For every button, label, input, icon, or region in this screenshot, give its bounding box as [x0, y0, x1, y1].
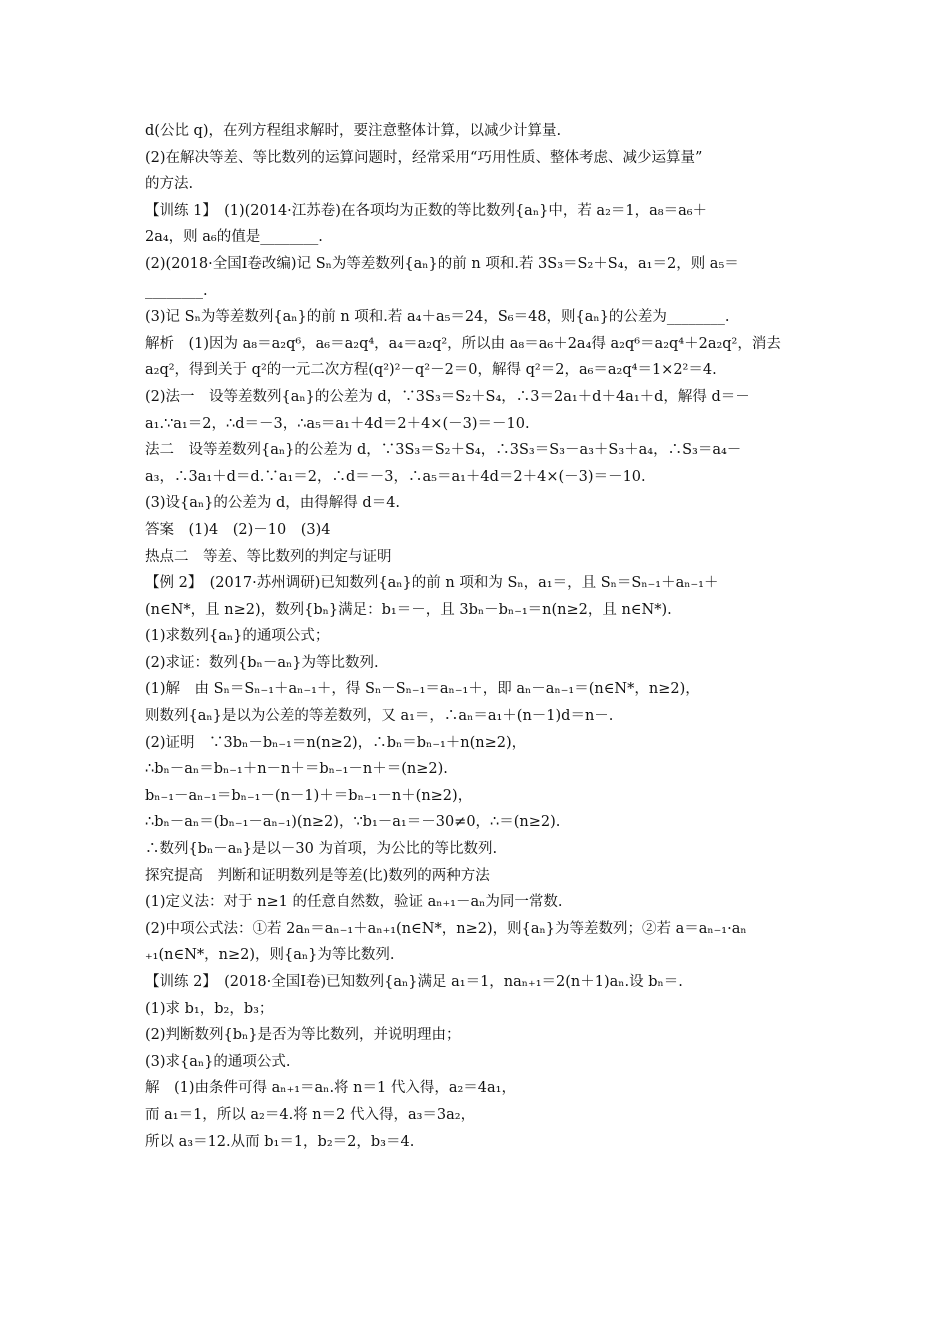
text-line: (3)设{aₙ}的公差为 d，由得解得 d＝4.: [145, 495, 401, 512]
text-line: (1)求 b₁，b₂，b₃；: [145, 1000, 274, 1017]
text-line: 2a₄，则 a₆的值是________.: [145, 229, 323, 246]
text-line: (1)定义法：对于 n≥1 的任意自然数，验证 aₙ₊₁－aₙ为同一常数.: [145, 894, 563, 911]
text-line: ∴数列{bₙ－aₙ}是以－30 为首项，为公比的等比数列.: [145, 841, 498, 858]
text-line: 【例 2】 (2017·苏州调研)已知数列{aₙ}的前 n 项和为 Sₙ，a₁＝，且 Sₙ＝Sₙ₋₁＋aₙ₋₁＋: [145, 575, 719, 592]
text-line: ∴bₙ－aₙ＝bₙ₋₁＋n－n＋＝bₙ₋₁－n＋＝(n≥2).: [145, 761, 448, 778]
text-line: (3)记 Sₙ为等差数列{aₙ}的前 n 项和.若 a₄＋a₅＝24，S₆＝48，则{aₙ}的公差为________.: [145, 309, 730, 326]
text-line: (1)求数列{aₙ}的通项公式；: [145, 628, 330, 645]
text-line: ________.: [145, 282, 208, 299]
text-line: (2)求证：数列{bₙ－aₙ}为等比数列.: [145, 654, 379, 671]
text-line: 【训练 2】 (2018·全国Ⅰ卷)已知数列{aₙ}满足 a₁＝1，naₙ₊₁＝2(n＋1)aₙ.设 bₙ＝.: [145, 974, 683, 990]
text-line: ∴bₙ－aₙ＝(bₙ₋₁－aₙ₋₁)(n≥2)，∵b₁－a₁＝－30≠0，∴＝(n≥2).: [145, 814, 561, 831]
text-line: d(公比 q)，在列方程组求解时，要注意整体计算，以减少计算量.: [145, 123, 562, 139]
text-line: 答案 (1)4 (2)－10 (3)4: [145, 521, 331, 538]
text-line: 【训练 1】 (1)(2014·江苏卷)在各项均为正数的等比数列{aₙ}中，若 a₂＝1，a₈＝a₆＋: [145, 202, 708, 219]
text-line: (3)求{aₙ}的通项公式.: [145, 1053, 291, 1070]
text-line: (2)判断数列{bₙ}是否为等比数列，并说明理由；: [145, 1027, 461, 1044]
text-line: ₊₁(n∈N*，n≥2)，则{aₙ}为等比数列.: [145, 947, 395, 964]
text-line: (n∈N*，且 n≥2)，数列{bₙ}满足：b₁＝－，且 3bₙ－bₙ₋₁＝n(n≥2，且 n∈N*).: [145, 601, 672, 618]
text-line: a₃，∴3a₁＋d＝d.∵a₁＝2，∴d＝－3，∴a₅＝a₁＋4d＝2＋4×(－3)＝－10.: [145, 468, 646, 485]
text-line: (2)法一 设等差数列{aₙ}的公差为 d，∵3S₃＝S₂＋S₄，∴3＝2a₁＋d＋4a₁＋d，解得 d＝－: [145, 388, 750, 405]
text-line: bₙ₋₁－aₙ₋₁＝bₙ₋₁－(n－1)＋＝bₙ₋₁－n＋(n≥2)，: [145, 787, 473, 804]
text-line: 法二 设等差数列{aₙ}的公差为 d，∵3S₃＝S₂＋S₄，∴3S₃＝S₃－a₃＋S₃＋a₄，∴S₃＝a₄－: [145, 442, 742, 459]
text-line: (2)在解决等差、等比数列的运算问题时，经常采用“巧用性质、整体考虑、减少运算量”: [145, 149, 703, 166]
text-line: 的方法.: [145, 176, 194, 193]
text-line: a₁.∵a₁＝2，∴d＝－3，∴a₅＝a₁＋4d＝2＋4×(－3)＝－10.: [145, 415, 530, 432]
text-line: 解 (1)由条件可得 aₙ₊₁＝aₙ.将 n＝1 代入得，a₂＝4a₁，: [145, 1080, 516, 1097]
section-heading: 探究提高 判断和证明数列是等差(比)数列的两种方法: [145, 867, 490, 884]
section-heading: 热点二 等差、等比数列的判定与证明: [145, 548, 392, 565]
text-line: 解析 (1)因为 a₈＝a₂q⁶，a₆＝a₂q⁴，a₄＝a₂q²，所以由 a₈＝a₆＋2a₄得 a₂q⁶＝a₂q⁴＋2a₂q²，消去: [145, 335, 781, 352]
text-line: a₂q²，得到关于 q²的一元二次方程(q²)²－q²－2＝0，解得 q²＝2，a₆＝a₂q⁴＝1×2²＝4.: [145, 362, 717, 379]
text-line: 所以 a₃＝12.从而 b₁＝1，b₂＝2，b₃＝4.: [145, 1133, 415, 1150]
text-line: (2)(2018·全国Ⅰ卷改编)记 Sₙ为等差数列{aₙ}的前 n 项和.若 3S₃＝S₂＋S₄，a₁＝2，则 a₅＝: [145, 255, 739, 272]
text-line: (2)中项公式法：①若 2aₙ＝aₙ₋₁＋aₙ₊₁(n∈N*，n≥2)，则{aₙ}为等差数列；②若 a＝aₙ₋₁·aₙ: [145, 920, 747, 937]
document-body: [145, 118, 810, 1155]
text-line: (2)证明 ∵3bₙ－bₙ₋₁＝n(n≥2)，∴bₙ＝bₙ₋₁＋n(n≥2)，: [145, 734, 527, 751]
text-line: (1)解 由 Sₙ＝Sₙ₋₁＋aₙ₋₁＋，得 Sₙ－Sₙ₋₁＝aₙ₋₁＋，即 aₙ－aₙ₋₁＝(n∈N*，n≥2)，: [145, 681, 700, 698]
text-line: 而 a₁＝1，所以 a₂＝4.将 n＝2 代入得，a₃＝3a₂，: [145, 1106, 476, 1123]
text-line: 则数列{aₙ}是以为公差的等差数列，又 a₁＝，∴aₙ＝a₁＋(n－1)d＝n－.: [145, 708, 614, 725]
